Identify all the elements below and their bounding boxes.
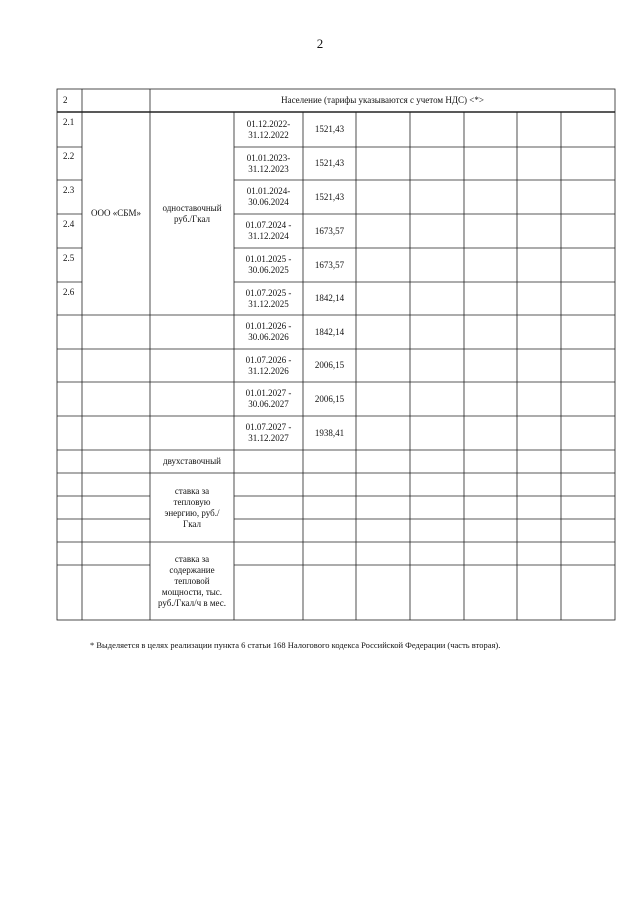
period-cell: 01.01.2026 - 30.06.2026 xyxy=(245,321,292,342)
tariff-value: 1521,43 xyxy=(314,191,345,202)
page-number: 2 xyxy=(316,36,324,51)
tariff-value: 1673,57 xyxy=(314,259,345,270)
capacity-rate-label: ставка за содержание тепловой мощности, тыс. руб./Гкал/ч в мес. xyxy=(157,553,227,608)
tariff-value: 1673,57 xyxy=(314,225,345,236)
tariff-value: 2006,15 xyxy=(314,393,345,404)
period-cell: 01.01.2024- 30.06.2024 xyxy=(246,186,291,207)
period-cell: 01.07.2026 - 31.12.2026 xyxy=(245,354,292,376)
row-number: 2.6 xyxy=(63,287,75,297)
period-cell: 01.01.2025 - 30.06.2025 xyxy=(245,254,292,275)
energy-rate-label: ставка за тепловую энергию, руб./Гкал xyxy=(164,485,220,529)
row-number: 2.4 xyxy=(63,219,75,229)
row-number: 2.3 xyxy=(63,185,75,195)
header-population: Население (тарифы указываются с учетом НДС) <*> xyxy=(281,95,484,105)
tariff-value: 1521,43 xyxy=(314,158,345,168)
header-col-number: 2 xyxy=(63,95,68,105)
period-cell: 01.12.2022- 31.12.2022 xyxy=(246,118,291,140)
organization-name: ООО «СБМ» xyxy=(91,208,141,218)
period-cell: 01.07.2025 - 31.12.2025 xyxy=(245,287,292,309)
tariff-value: 1842,14 xyxy=(314,293,345,303)
period-cell: 01.07.2024 - 31.12.2024 xyxy=(245,220,292,241)
row-number: 2.5 xyxy=(63,253,75,263)
period-cell: 01.01.2027 - 30.06.2027 xyxy=(245,388,292,409)
period-cell: 01.07.2027 - 31.12.2027 xyxy=(245,422,292,443)
tariff-value: 1842,14 xyxy=(314,326,345,337)
tariff-value: 2006,15 xyxy=(314,360,345,370)
period-cell: 01.01.2023- 31.12.2023 xyxy=(246,152,291,174)
row-number: 2.1 xyxy=(63,117,75,127)
tariff-value: 1938,41 xyxy=(314,427,345,438)
two-rate-label: двухставочный xyxy=(163,456,221,466)
single-rate-label: одноставочный руб./Гкал xyxy=(162,202,222,224)
footnote: * Выделяется в целях реализации пункта 6 статьи 168 Налогового кодекса Российской Федерации (часть вторая). xyxy=(90,640,501,650)
tariff-value: 1521,43 xyxy=(314,124,345,134)
row-number: 2.2 xyxy=(63,151,75,161)
